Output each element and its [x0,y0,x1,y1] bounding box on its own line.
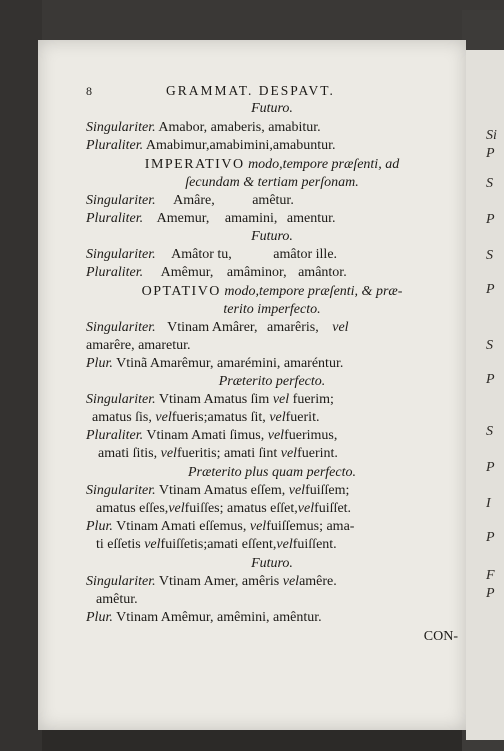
text-line: Singulariter. Vtinam Amatus eſſem, velfuiſſem; [86,483,350,498]
margin-fragment: P [486,282,495,297]
text-line: Singulariter. Amâre, amêtur. [86,193,294,208]
text-line: Singulariter. Amabor, amaberis, amabitur. [86,120,321,135]
text-line: Plur. Vtinã Amarêmur, amarémini, amaréntur. [86,356,344,371]
text-line: Plur. Vtinam Amati eſſemus, velfuiſſemus; ama- [86,519,355,534]
margin-fragment: P [486,530,495,545]
adjacent-page-margin [466,50,504,740]
text-line: amatus ſis, velfueris;amatus ſit, velfuerit. [92,410,320,425]
text-line: Singulariter. Amâtor tu, amâtor ille. [86,247,338,262]
page-number: 8 [86,84,92,98]
text-line: Pluraliter. Amabimur,amabimini,amabuntur. [86,138,336,153]
margin-fragment: P [486,460,495,475]
margin-fragment: S [486,338,493,353]
margin-fragment: I [486,496,491,511]
text-line: amatus eſſes,velfuiſſes; amatus eſſet,velfuiſſet. [96,501,352,516]
mood-heading-imperativo: IMPERATIVO modo,tempore præſenti, ad [144,157,400,172]
page-text-block [86,40,458,730]
catchword: CON- [423,629,458,644]
text-line: Pluraliter. Amêmur, amâminor, amântor. [86,265,347,280]
page-header [86,82,458,100]
running-title: GRAMMAT. DESPAVT. [166,83,335,98]
text-line: Singulariter. Vtinam Amatus ſim vel fuerim; [86,392,334,407]
margin-fragment: Si [486,128,497,143]
margin-fragment: P [486,372,495,387]
margin-fragment: S [486,248,493,263]
margin-fragment: S [486,176,493,191]
margin-fragment: F [486,568,495,583]
tense-heading-futuro: Futuro. [251,101,293,116]
margin-fragment: P [486,586,495,601]
text-line: Singulariter. Vtinam Amer, amêris velamêre. [86,574,337,589]
tense-heading-plusquamperfecto: Præterito plus quam perfecto. [188,465,356,480]
scan-top-edge [0,0,504,40]
text-line: Plur. Vtinam Amêmur, amêmini, amêntur. [86,610,322,625]
margin-fragment: P [486,146,495,161]
book-cover-left [0,0,42,751]
text-line: ti eſſetis velfuiſſetis;amati eſſent,velfuiſſent. [96,537,337,552]
tense-heading-futuro: Futuro. [251,556,293,571]
book-page [38,40,466,730]
text-line: amêtur. [96,592,138,607]
text-line: amati ſitis, velfueritis; amati ſint velfuerint. [98,446,338,461]
tense-heading-perfecto: Præterito perfecto. [218,374,326,389]
text-line: Singulariter. Vtinam Amârer, amarêris, vel [86,320,349,335]
mood-heading-optativo: OPTATIVO modo,tempore præſenti, & præ- [141,284,403,299]
text-line: Pluraliter. Vtinam Amati ſimus, velfuerimus, [86,428,338,443]
margin-fragment: S [486,424,493,439]
tense-heading-futuro: Futuro. [251,229,293,244]
text-line: amarêre, amaretur. [86,338,191,353]
text-line: Pluraliter. Amemur, amamini, amentur. [86,211,336,226]
margin-fragment: P [486,212,495,227]
mood-heading-continued: terito imperfecto. [223,302,321,317]
mood-heading-continued: ſecundam & tertiam perſonam. [185,175,359,190]
